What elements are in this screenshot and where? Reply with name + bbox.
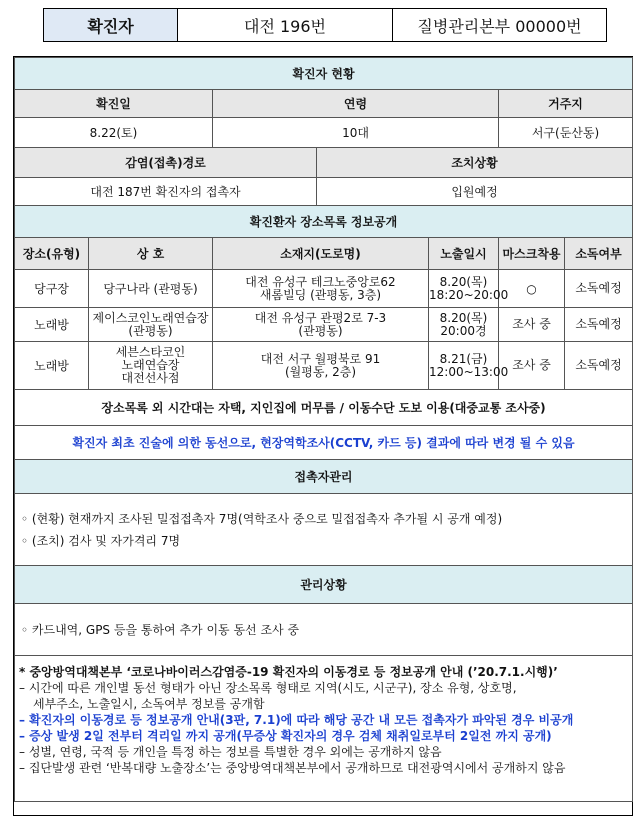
places-note: 장소목록 외 시간대는 자택, 지인집에 머무름 / 이동수단 도보 이용(대중교통 조사중) — [15, 390, 633, 426]
contacts-body — [15, 494, 633, 566]
mask-status: 조사 중 — [499, 308, 565, 342]
guideline-1: – 시간에 따른 개인별 동선 형태가 아닌 장소목록 형태로 지역(시도, 시군구), 장소 유형, 상호명, — [19, 681, 517, 695]
col-disinfection: 소독여부 — [565, 238, 633, 270]
exposure-time: 8.20(목) 18:20~20:00 — [429, 270, 499, 308]
guideline-4: – 성별, 연령, 국적 등 개인을 특정 하는 정보를 특별한 경우 외에는 공개하지 않음 — [19, 745, 442, 759]
management-body: ◦ 카드내역, GPS 등을 통하여 추가 이동 동선 조사 중 — [15, 604, 633, 656]
report-body — [13, 56, 633, 816]
guideline-5: – 집단발생 관련 ‘반복대량 노출장소’는 중앙방역대책본부에서 공개하므로 대전광역시에서 공개하지 않음 — [19, 761, 566, 775]
table-row — [15, 270, 633, 308]
age-value: 10대 — [213, 118, 499, 148]
case-header — [43, 8, 607, 42]
business-name: 세븐스타코인 노래연습장 대전선사점 — [89, 342, 213, 390]
mask-status: ○ — [499, 270, 565, 308]
col-residence: 거주지 — [499, 90, 633, 118]
place-type: 노래방 — [15, 308, 89, 342]
col-business-name: 상 호 — [89, 238, 213, 270]
header-label: 확진자 — [44, 9, 178, 41]
mask-status: 조사 중 — [499, 342, 565, 390]
col-exposure-time: 노출일시 — [429, 238, 499, 270]
header-case-number: 대전 196번 — [178, 9, 393, 41]
residence-value: 서구(둔산동) — [499, 118, 633, 148]
col-action: 조치상황 — [317, 148, 633, 178]
col-address: 소재지(도로명) — [213, 238, 429, 270]
report-table — [14, 57, 633, 802]
place-type: 당구장 — [15, 270, 89, 308]
col-mask: 마스크착용 — [499, 238, 565, 270]
guideline-title: * 중앙방역대책본부 ‘코로나바이러스감염증-19 확진자의 이동경로 등 정보공개 안내 (’20.7.1.시행)’ — [19, 665, 558, 679]
contacts-line-action: ◦ (조치) 검사 및 자가격리 7명 — [21, 533, 181, 548]
places-section-title: 확진환자 장소목록 정보공개 — [15, 206, 633, 238]
route-notice: 확진자 최초 진술에 의한 동선으로, 현장역학조사(CCTV, 카드 등) 결과에 따라 변경 될 수 있음 — [15, 426, 633, 460]
confirm-date-value: 8.22(토) — [15, 118, 213, 148]
exposure-time: 8.21(금) 12:00~13:00 — [429, 342, 499, 390]
contacts-line-status: ◦ (현황) 현재까지 조사된 밀접접촉자 7명(역학조사 중으로 밀접접촉자 추가될 시 공개 예정) — [21, 511, 503, 526]
table-row — [15, 308, 633, 342]
address: 대전 유성구 관평2로 7-3 (관평동) — [213, 308, 429, 342]
col-age: 연령 — [213, 90, 499, 118]
exposure-time: 8.20(목) 20:00경 — [429, 308, 499, 342]
col-confirm-date: 확진일 — [15, 90, 213, 118]
place-type: 노래방 — [15, 342, 89, 390]
business-name: 제이스코인노래연습장 (관평동) — [89, 308, 213, 342]
management-section-title: 관리상황 — [15, 566, 633, 604]
header-kdca-number: 질병관리본부 00000번 — [417, 16, 582, 36]
contacts-section-title: 접촉자관리 — [15, 460, 633, 494]
action-value: 입원예정 — [317, 178, 633, 206]
table-row — [15, 342, 633, 390]
col-place-type: 장소(유형) — [15, 238, 89, 270]
guideline-3: – 증상 발생 2일 전부터 격리일 까지 공개(무증상 확진자의 경우 검체 채취일로부터 2일전 까지 공개) — [19, 729, 552, 743]
disinfection-status: 소독예정 — [565, 308, 633, 342]
infection-route-value: 대전 187번 확진자의 접촉자 — [15, 178, 317, 206]
disinfection-status: 소독예정 — [565, 270, 633, 308]
disclosure-guidelines — [15, 656, 633, 802]
address: 대전 유성구 테크노중앙로62 새롬빌딩 (관평동, 3층) — [213, 270, 429, 308]
address: 대전 서구 월평북로 91 (월평동, 2층) — [213, 342, 429, 390]
col-infection-route: 감염(접촉)경로 — [15, 148, 317, 178]
status-section-title: 확진자 현황 — [15, 58, 633, 90]
disinfection-status: 소독예정 — [565, 342, 633, 390]
guideline-1b: 세부주소, 노출일시, 소독여부 정보를 공개함 — [33, 697, 265, 711]
business-name: 당구나라 (관평동) — [89, 270, 213, 308]
guideline-2: – 확진자의 이동경로 등 정보공개 안내(3판, 7.1)에 따라 해당 공간 내 모든 접촉자가 파악된 경우 비공개 — [19, 713, 574, 727]
